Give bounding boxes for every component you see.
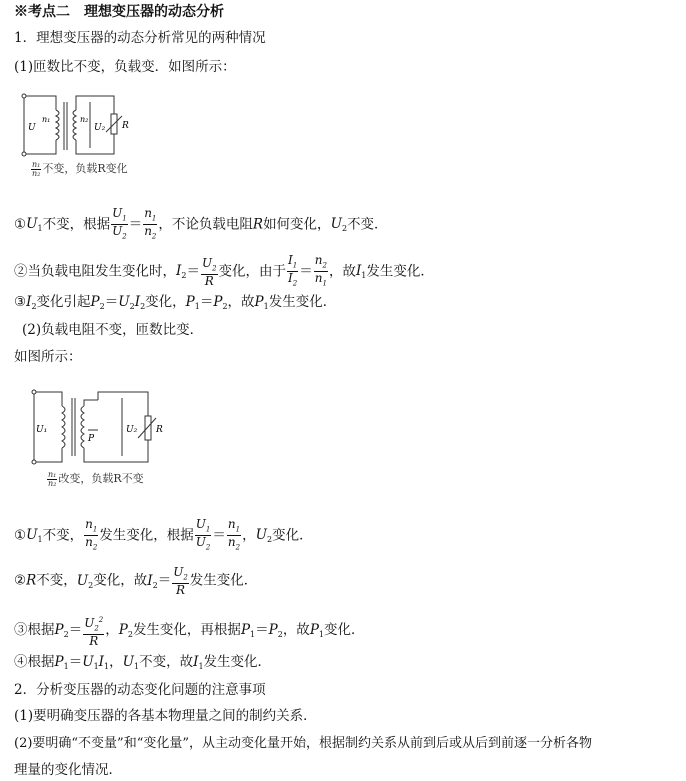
case-2-heading-2: 如图所示： [14,349,82,365]
case-2-line-3: ③根据$P_2=$ $\frac{U_2^2}{R}$ ，$P_2$发生变化，再根据$P_1=P_2$，故$P_1$变化． [14,616,365,649]
svg-text:U₁: U₁ [36,425,48,435]
svg-text:R: R [156,425,163,435]
svg-text:R: R [122,121,129,131]
svg-text:n₂: n₂ [80,115,89,124]
svg-text:n₁: n₁ [42,115,51,124]
section-heading-1: 1．理想变压器的动态分析常见的两种情况 [14,30,266,46]
case-1-heading: (1)匝数比不变，负载变．如图所示： [14,59,236,75]
svg-text:U₂: U₂ [94,123,106,133]
case-2-line-4: ④根据$P_1=U_1I_1$，$U_1$不变，故$I_1$发生变化． [14,654,272,671]
transformer-figure-2 [28,386,168,468]
svg-text:P: P [88,434,95,444]
section-heading-2: 2．分析变压器的动态变化问题的注意事项 [14,682,266,698]
note-2: (2)要明确“不变量”和“变化量”，从主动变化量开始，根据制约关系从前到后或从后到前逐一分析各物 [14,736,592,751]
svg-text:U: U [28,123,36,133]
case-2-line-1: $①U_1$不变， $\frac{n_1}{n_2}$ 发生变化，根据 $\frac{U_1}{U_2}$ ＝ $\frac{n_1}{n_2}$ ，$U_2$变化． [14,517,313,552]
section-title: ※考点二 理想变压器的动态分析 [14,4,224,20]
svg-text:U₂: U₂ [126,425,138,435]
transformer-figure-1 [18,92,138,160]
figure-2-caption: $\frac{\text{n₁}}{\text{n₂}}$ 改变，负载R不变 [48,469,144,488]
case-1-line-1: $①U_1$不变，根据 $\frac{U_1}{U_2}$ ＝ $\frac{n_1}{n_2}$ ，不论负载电阻R如何变化，$U_2$不变． [14,206,388,241]
note-1: (1)要明确变压器的各基本物理量之间的制约关系． [14,708,317,724]
note-2-continued: 理量的变化情况． [14,762,122,778]
figure-1-caption: $\frac{\text{n₁}}{\text{n₂}}$ 不变，负载R变化 [32,159,128,178]
case-1-line-2: ②当负载电阻发生变化时，$I_2=$ $\frac{U_2}{R}$ 变化，由于 $\frac{I_1}{I_2}$ ＝ $\frac{n_2}{n_1}$ ，故$I_1$发生变化． [14,253,434,289]
case-2-line-2: ②R不变，$U_2$变化，故$I_2=$ $\frac{U_2}{R}$ 发生变化． [14,565,258,598]
case-2-heading: (2)负载电阻不变，匝数比变． [22,322,204,338]
case-1-line-3: $③I_2$变化引起$P_2=U_2I_2$变化，$P_1=P_2$，故$P_1$发生变化． [14,294,337,311]
